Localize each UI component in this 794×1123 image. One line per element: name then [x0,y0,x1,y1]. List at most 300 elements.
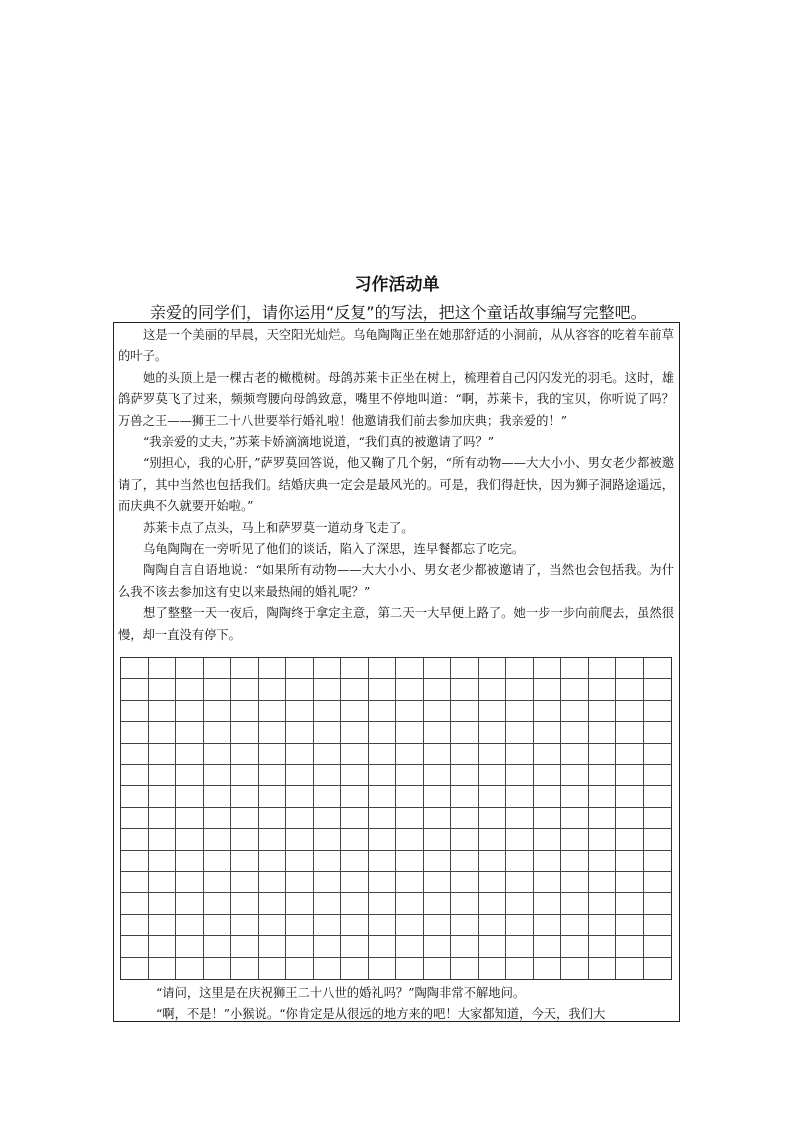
grid-cell[interactable] [616,829,644,850]
grid-cell[interactable] [286,915,314,936]
grid-cell[interactable] [396,893,424,914]
grid-cell[interactable] [286,829,314,850]
grid-cell[interactable] [176,893,204,914]
writing-grid[interactable] [120,657,672,980]
grid-cell[interactable] [479,851,507,872]
grid-cell[interactable] [451,722,479,743]
grid-cell[interactable] [149,851,177,872]
grid-cell[interactable] [259,893,287,914]
grid-cell[interactable] [479,679,507,700]
grid-cell[interactable] [369,958,397,979]
grid-cell[interactable] [149,958,177,979]
grid-cell[interactable] [259,701,287,722]
grid-cell[interactable] [314,915,342,936]
grid-cell[interactable] [369,744,397,765]
grid-cell[interactable] [341,851,369,872]
grid-cell[interactable] [121,744,149,765]
grid-cell[interactable] [204,808,232,829]
grid-cell[interactable] [314,786,342,807]
grid-cell[interactable] [561,786,589,807]
grid-cell[interactable] [506,722,534,743]
grid-cell[interactable] [259,722,287,743]
grid-cell[interactable] [479,936,507,957]
grid-cell[interactable] [451,829,479,850]
grid-cell[interactable] [286,722,314,743]
grid-cell[interactable] [121,722,149,743]
grid-cell[interactable] [369,915,397,936]
grid-cell[interactable] [534,808,562,829]
grid-cell[interactable] [121,786,149,807]
grid-cell[interactable] [424,701,452,722]
grid-cell[interactable] [396,915,424,936]
grid-cell[interactable] [589,744,617,765]
grid-cell[interactable] [616,744,644,765]
grid-cell[interactable] [369,722,397,743]
grid-cell[interactable] [479,722,507,743]
grid-cell[interactable] [121,958,149,979]
grid-cell[interactable] [561,701,589,722]
grid-cell[interactable] [121,893,149,914]
grid-cell[interactable] [286,701,314,722]
grid-cell[interactable] [314,872,342,893]
grid-cell[interactable] [479,872,507,893]
grid-cell[interactable] [369,679,397,700]
grid-cell[interactable] [616,958,644,979]
grid-cell[interactable] [451,872,479,893]
grid-cell[interactable] [259,744,287,765]
grid-cell[interactable] [451,936,479,957]
grid-cell[interactable] [644,658,672,679]
grid-cell[interactable] [479,765,507,786]
grid-cell[interactable] [259,872,287,893]
grid-cell[interactable] [396,722,424,743]
grid-cell[interactable] [506,829,534,850]
grid-cell[interactable] [644,786,672,807]
grid-cell[interactable] [369,658,397,679]
grid-cell[interactable] [644,936,672,957]
grid-cell[interactable] [506,658,534,679]
grid-cell[interactable] [451,786,479,807]
grid-cell[interactable] [424,958,452,979]
grid-cell[interactable] [259,915,287,936]
grid-cell[interactable] [176,786,204,807]
grid-cell[interactable] [176,851,204,872]
grid-cell[interactable] [121,679,149,700]
grid-cell[interactable] [534,851,562,872]
grid-cell[interactable] [561,679,589,700]
grid-cell[interactable] [341,872,369,893]
grid-cell[interactable] [369,786,397,807]
grid-cell[interactable] [149,658,177,679]
grid-cell[interactable] [589,872,617,893]
grid-cell[interactable] [644,958,672,979]
grid-cell[interactable] [369,851,397,872]
grid-cell[interactable] [314,679,342,700]
grid-cell[interactable] [479,893,507,914]
grid-cell[interactable] [424,679,452,700]
grid-cell[interactable] [286,893,314,914]
grid-cell[interactable] [204,679,232,700]
grid-cell[interactable] [589,701,617,722]
grid-cell[interactable] [176,765,204,786]
grid-cell[interactable] [506,744,534,765]
grid-cell[interactable] [259,658,287,679]
grid-cell[interactable] [644,829,672,850]
grid-cell[interactable] [534,915,562,936]
grid-cell[interactable] [231,893,259,914]
grid-cell[interactable] [479,701,507,722]
grid-cell[interactable] [589,658,617,679]
grid-cell[interactable] [121,851,149,872]
grid-cell[interactable] [341,936,369,957]
grid-cell[interactable] [561,936,589,957]
grid-cell[interactable] [259,765,287,786]
grid-cell[interactable] [589,915,617,936]
grid-cell[interactable] [176,958,204,979]
grid-cell[interactable] [451,893,479,914]
grid-cell[interactable] [534,744,562,765]
grid-cell[interactable] [231,851,259,872]
grid-cell[interactable] [314,765,342,786]
grid-cell[interactable] [589,851,617,872]
grid-cell[interactable] [231,765,259,786]
grid-cell[interactable] [341,701,369,722]
grid-cell[interactable] [644,893,672,914]
grid-cell[interactable] [506,679,534,700]
grid-cell[interactable] [451,958,479,979]
grid-cell[interactable] [451,915,479,936]
grid-cell[interactable] [479,915,507,936]
grid-cell[interactable] [231,744,259,765]
grid-cell[interactable] [396,958,424,979]
grid-cell[interactable] [644,915,672,936]
grid-cell[interactable] [644,808,672,829]
grid-cell[interactable] [286,658,314,679]
grid-cell[interactable] [231,679,259,700]
grid-cell[interactable] [314,701,342,722]
grid-cell[interactable] [369,936,397,957]
grid-cell[interactable] [149,808,177,829]
grid-cell[interactable] [341,808,369,829]
grid-cell[interactable] [259,936,287,957]
grid-cell[interactable] [231,701,259,722]
grid-cell[interactable] [204,765,232,786]
grid-cell[interactable] [231,808,259,829]
grid-cell[interactable] [121,872,149,893]
grid-cell[interactable] [424,915,452,936]
grid-cell[interactable] [149,915,177,936]
grid-cell[interactable] [479,658,507,679]
grid-cell[interactable] [561,808,589,829]
grid-cell[interactable] [259,786,287,807]
grid-cell[interactable] [231,915,259,936]
grid-cell[interactable] [561,722,589,743]
grid-cell[interactable] [341,658,369,679]
grid-cell[interactable] [506,786,534,807]
grid-cell[interactable] [286,744,314,765]
grid-cell[interactable] [589,958,617,979]
grid-cell[interactable] [506,851,534,872]
grid-cell[interactable] [176,722,204,743]
grid-cell[interactable] [396,701,424,722]
grid-cell[interactable] [616,808,644,829]
grid-cell[interactable] [204,829,232,850]
grid-cell[interactable] [149,786,177,807]
grid-cell[interactable] [534,872,562,893]
grid-cell[interactable] [149,765,177,786]
grid-cell[interactable] [534,722,562,743]
grid-cell[interactable] [204,893,232,914]
grid-cell[interactable] [396,658,424,679]
grid-cell[interactable] [589,829,617,850]
grid-cell[interactable] [204,958,232,979]
grid-cell[interactable] [506,958,534,979]
grid-cell[interactable] [561,765,589,786]
grid-cell[interactable] [396,744,424,765]
grid-cell[interactable] [121,915,149,936]
grid-cell[interactable] [259,829,287,850]
grid-cell[interactable] [424,722,452,743]
grid-cell[interactable] [231,958,259,979]
grid-cell[interactable] [589,893,617,914]
grid-cell[interactable] [644,701,672,722]
grid-cell[interactable] [644,872,672,893]
grid-cell[interactable] [644,679,672,700]
grid-cell[interactable] [534,958,562,979]
grid-cell[interactable] [424,744,452,765]
grid-cell[interactable] [231,658,259,679]
grid-cell[interactable] [396,808,424,829]
grid-cell[interactable] [314,722,342,743]
grid-cell[interactable] [424,936,452,957]
grid-cell[interactable] [369,893,397,914]
grid-cell[interactable] [204,851,232,872]
grid-cell[interactable] [451,658,479,679]
grid-cell[interactable] [561,851,589,872]
grid-cell[interactable] [314,936,342,957]
grid-cell[interactable] [561,872,589,893]
grid-cell[interactable] [149,679,177,700]
grid-cell[interactable] [616,658,644,679]
grid-cell[interactable] [231,936,259,957]
grid-cell[interactable] [314,958,342,979]
grid-cell[interactable] [204,915,232,936]
grid-cell[interactable] [231,786,259,807]
grid-cell[interactable] [506,701,534,722]
grid-cell[interactable] [451,808,479,829]
grid-cell[interactable] [204,701,232,722]
grid-cell[interactable] [616,851,644,872]
grid-cell[interactable] [176,701,204,722]
grid-cell[interactable] [149,872,177,893]
grid-cell[interactable] [176,808,204,829]
grid-cell[interactable] [204,658,232,679]
grid-cell[interactable] [479,829,507,850]
grid-cell[interactable] [396,829,424,850]
grid-cell[interactable] [451,701,479,722]
grid-cell[interactable] [204,722,232,743]
grid-cell[interactable] [561,915,589,936]
grid-cell[interactable] [424,893,452,914]
grid-cell[interactable] [451,679,479,700]
grid-cell[interactable] [506,765,534,786]
grid-cell[interactable] [506,872,534,893]
grid-cell[interactable] [396,765,424,786]
grid-cell[interactable] [479,786,507,807]
grid-cell[interactable] [121,658,149,679]
grid-cell[interactable] [314,658,342,679]
grid-cell[interactable] [204,872,232,893]
grid-cell[interactable] [369,808,397,829]
grid-cell[interactable] [314,829,342,850]
grid-cell[interactable] [121,936,149,957]
grid-cell[interactable] [341,958,369,979]
grid-cell[interactable] [176,658,204,679]
grid-cell[interactable] [341,915,369,936]
grid-cell[interactable] [149,829,177,850]
grid-cell[interactable] [231,872,259,893]
grid-cell[interactable] [341,829,369,850]
grid-cell[interactable] [589,786,617,807]
grid-cell[interactable] [286,786,314,807]
grid-cell[interactable] [424,808,452,829]
grid-cell[interactable] [616,722,644,743]
grid-cell[interactable] [176,829,204,850]
grid-cell[interactable] [369,701,397,722]
grid-cell[interactable] [451,851,479,872]
grid-cell[interactable] [149,701,177,722]
grid-cell[interactable] [506,915,534,936]
grid-cell[interactable] [286,872,314,893]
grid-cell[interactable] [534,936,562,957]
grid-cell[interactable] [616,679,644,700]
grid-cell[interactable] [644,851,672,872]
grid-cell[interactable] [561,658,589,679]
grid-cell[interactable] [369,765,397,786]
grid-cell[interactable] [396,679,424,700]
grid-cell[interactable] [506,936,534,957]
grid-cell[interactable] [424,658,452,679]
grid-cell[interactable] [534,701,562,722]
grid-cell[interactable] [396,786,424,807]
grid-cell[interactable] [534,829,562,850]
grid-cell[interactable] [589,936,617,957]
grid-cell[interactable] [286,936,314,957]
grid-cell[interactable] [286,808,314,829]
grid-cell[interactable] [616,893,644,914]
grid-cell[interactable] [259,679,287,700]
grid-cell[interactable] [479,958,507,979]
grid-cell[interactable] [204,936,232,957]
grid-cell[interactable] [561,744,589,765]
grid-cell[interactable] [341,786,369,807]
grid-cell[interactable] [341,893,369,914]
grid-cell[interactable] [286,851,314,872]
grid-cell[interactable] [424,851,452,872]
grid-cell[interactable] [589,808,617,829]
grid-cell[interactable] [121,765,149,786]
grid-cell[interactable] [286,958,314,979]
grid-cell[interactable] [314,893,342,914]
grid-cell[interactable] [176,744,204,765]
grid-cell[interactable] [534,765,562,786]
grid-cell[interactable] [644,722,672,743]
grid-cell[interactable] [121,808,149,829]
grid-cell[interactable] [561,829,589,850]
grid-cell[interactable] [286,679,314,700]
grid-cell[interactable] [561,893,589,914]
grid-cell[interactable] [259,808,287,829]
grid-cell[interactable] [479,744,507,765]
grid-cell[interactable] [396,851,424,872]
grid-cell[interactable] [644,744,672,765]
grid-cell[interactable] [616,701,644,722]
grid-cell[interactable] [341,679,369,700]
grid-cell[interactable] [314,808,342,829]
grid-cell[interactable] [424,765,452,786]
grid-cell[interactable] [534,679,562,700]
grid-cell[interactable] [396,936,424,957]
grid-cell[interactable] [341,765,369,786]
grid-cell[interactable] [314,744,342,765]
grid-cell[interactable] [644,765,672,786]
grid-cell[interactable] [149,893,177,914]
grid-cell[interactable] [341,744,369,765]
grid-cell[interactable] [479,808,507,829]
grid-cell[interactable] [534,658,562,679]
grid-cell[interactable] [616,872,644,893]
grid-cell[interactable] [176,872,204,893]
grid-cell[interactable] [616,936,644,957]
grid-cell[interactable] [341,722,369,743]
grid-cell[interactable] [286,765,314,786]
grid-cell[interactable] [149,936,177,957]
grid-cell[interactable] [616,915,644,936]
grid-cell[interactable] [451,744,479,765]
grid-cell[interactable] [176,679,204,700]
grid-cell[interactable] [589,679,617,700]
grid-cell[interactable] [259,958,287,979]
grid-cell[interactable] [534,893,562,914]
grid-cell[interactable] [231,722,259,743]
grid-cell[interactable] [589,722,617,743]
grid-cell[interactable] [424,829,452,850]
grid-cell[interactable] [204,744,232,765]
grid-cell[interactable] [314,851,342,872]
grid-cell[interactable] [121,829,149,850]
grid-cell[interactable] [369,872,397,893]
grid-cell[interactable] [231,829,259,850]
grid-cell[interactable] [506,893,534,914]
grid-cell[interactable] [616,786,644,807]
grid-cell[interactable] [534,786,562,807]
grid-cell[interactable] [121,701,149,722]
grid-cell[interactable] [149,722,177,743]
grid-cell[interactable] [451,765,479,786]
grid-cell[interactable] [561,958,589,979]
grid-cell[interactable] [204,786,232,807]
grid-cell[interactable] [506,808,534,829]
grid-cell[interactable] [589,765,617,786]
grid-cell[interactable] [176,936,204,957]
grid-cell[interactable] [424,786,452,807]
grid-cell[interactable] [424,872,452,893]
grid-cell[interactable] [149,744,177,765]
grid-cell[interactable] [396,872,424,893]
grid-cell[interactable] [616,765,644,786]
grid-cell[interactable] [176,915,204,936]
grid-cell[interactable] [259,851,287,872]
